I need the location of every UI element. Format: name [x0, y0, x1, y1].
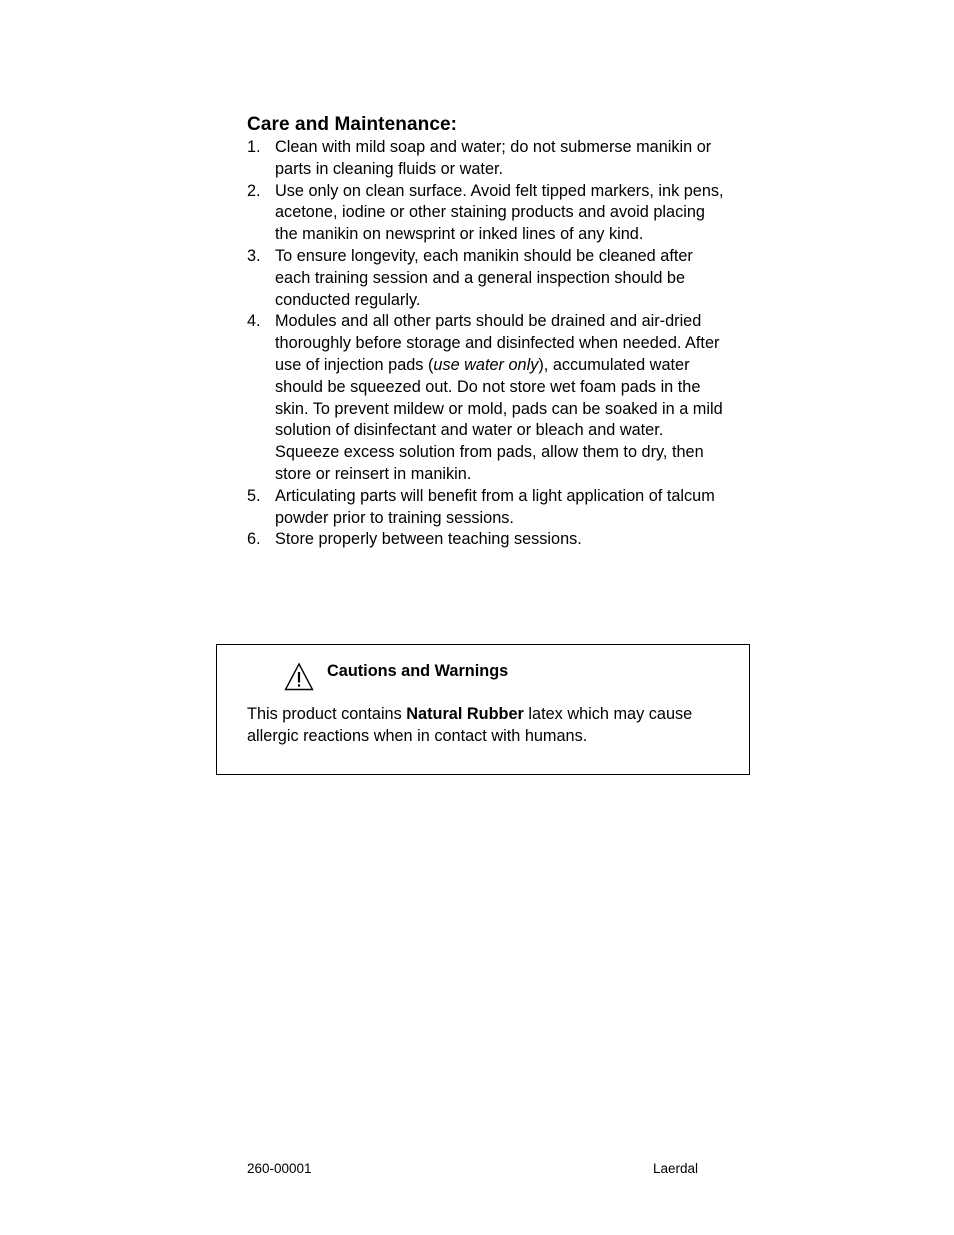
warning-triangle-icon: [284, 662, 314, 692]
item-text: To ensure longevity, each manikin should be cleaned after each training session and a general inspection should be conducted regularly.: [275, 246, 693, 309]
item-text-emphasis: use water only: [433, 355, 539, 374]
footer-doc-number: 260-00001: [247, 1161, 312, 1176]
care-maintenance-heading: Care and Maintenance:: [247, 114, 458, 135]
care-item-1: [247, 137, 727, 181]
item-text: Use only on clean surface. Avoid felt tipped markers, ink pens, acetone, iodine or other staining products and avoid placing the manikin on newsprint or inked lines of any kind.: [275, 181, 724, 244]
item-number: 1.: [247, 138, 261, 156]
item-text: [275, 312, 723, 483]
care-item-6: [247, 529, 727, 551]
item-text-part: Modules and all other parts should be drained and air-dried thoroughly before storage and disinfected when needed. After use of injection pads (: [275, 312, 720, 374]
item-text: Store properly between teaching sessions.: [275, 530, 582, 549]
item-text: Articulating parts will benefit from a light application of talcum powder prior to training sessions.: [275, 486, 715, 527]
warning-text-part: latex which may cause allergic reactions when in contact with humans.: [247, 705, 693, 745]
item-text: Clean with mild soap and water; do not submerse manikin or parts in cleaning fluids or water.: [275, 138, 712, 178]
footer-brand: Laerdal: [653, 1161, 699, 1176]
care-item-5: [247, 486, 727, 530]
item-number: 6.: [247, 530, 261, 549]
item-number: 2.: [247, 181, 261, 200]
care-item-4: [247, 311, 727, 485]
item-number: 5.: [247, 486, 261, 505]
care-instructions-list: [247, 137, 727, 551]
cautions-warnings-box: [216, 644, 750, 775]
warning-text-part: This product contains: [247, 705, 407, 723]
care-item-2: [247, 181, 727, 246]
item-number: 4.: [247, 312, 261, 331]
warning-title: Cautions and Warnings: [327, 662, 509, 680]
item-number: 3.: [247, 246, 261, 265]
warning-text-emphasis: Natural Rubber: [406, 705, 524, 723]
warning-text: [247, 704, 717, 748]
care-item-3: [247, 246, 727, 311]
item-text-part: ), accumulated water should be squeezed out. Do not store wet foam pads in the skin. To prevent mildew or mold, pads can be soaked in a mild solution of disinfectant and water or bleach and water. Squeeze excess solution from pads, allow them to dry, then store or reinsert in manikin.: [275, 355, 723, 483]
